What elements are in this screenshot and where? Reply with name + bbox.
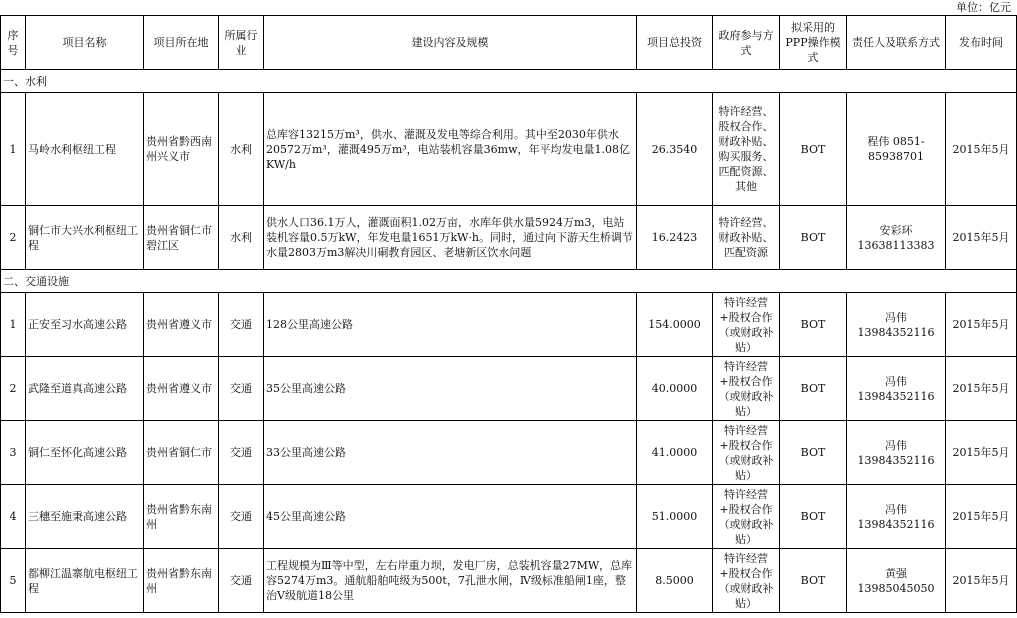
- cell-date: 2015年5月: [946, 93, 1017, 206]
- cell-industry: 交通: [219, 421, 264, 485]
- cell-content: 35公里高速公路: [264, 357, 637, 421]
- cell-contact: 冯伟 13984352116: [847, 293, 946, 357]
- cell-gov-mode: 特许经营、股权合作、财政补贴、购买服务、匹配资源、其他: [713, 93, 780, 206]
- cell-content: 供水人口36.1万人，灌溉面积1.02万亩，水库年供水量5924万m3，电站装机容量0.5万kW，年发电量1651万kW·h。同时，通过向下游天生桥调节水量2803万m3解决川硐教育园区、老塘新区饮水问题: [264, 206, 637, 270]
- header-ppp-mode: 拟采用的PPP操作模式: [780, 16, 847, 70]
- cell-date: 2015年5月: [946, 293, 1017, 357]
- cell-name: 正安至习水高速公路: [26, 293, 144, 357]
- cell-ppp-mode: BOT: [780, 357, 847, 421]
- unit-note: 单位：亿元: [956, 1, 1011, 14]
- cell-industry: 交通: [219, 293, 264, 357]
- section-header-transport: [1, 270, 1017, 293]
- cell-name: 铜仁至怀化高速公路: [26, 421, 144, 485]
- cell-gov-mode: 特许经营+股权合作（或财政补贴）: [713, 421, 780, 485]
- cell-name: 都柳江温寨航电枢纽工程: [26, 549, 144, 613]
- cell-contact: 冯伟 13984352116: [847, 421, 946, 485]
- cell-location: 贵州省铜仁市: [144, 421, 219, 485]
- cell-contact: 程伟 0851-85938701: [847, 93, 946, 206]
- cell-date: 2015年5月: [946, 206, 1017, 270]
- cell-seq: 5: [1, 549, 26, 613]
- cell-seq: 4: [1, 485, 26, 549]
- section-title: 一、水利: [1, 70, 1017, 93]
- cell-industry: 交通: [219, 549, 264, 613]
- cell-investment: 154.0000: [637, 293, 713, 357]
- cell-contact: 冯伟 13984352116: [847, 485, 946, 549]
- cell-content: 工程规模为Ⅲ等中型，左右岸重力坝，发电厂房，总装机容量27MW，总库容5274万m3。通航船舶吨级为500t，7孔泄水闸，Ⅳ级标准船闸1座，整治V级航道18公里: [264, 549, 637, 613]
- section-title: 二、交通设施: [1, 270, 1017, 293]
- cell-name: 铜仁市大兴水利枢纽工程: [26, 206, 144, 270]
- table-row: [1, 421, 1017, 485]
- header-name: 项目名称: [26, 16, 144, 70]
- cell-content: 33公里高速公路: [264, 421, 637, 485]
- table-row: [1, 357, 1017, 421]
- header-content: 建设内容及规模: [264, 16, 637, 70]
- cell-content: 45公里高速公路: [264, 485, 637, 549]
- cell-industry: 水利: [219, 206, 264, 270]
- cell-date: 2015年5月: [946, 549, 1017, 613]
- cell-seq: 2: [1, 357, 26, 421]
- cell-ppp-mode: BOT: [780, 485, 847, 549]
- cell-investment: 40.0000: [637, 357, 713, 421]
- header-gov-mode: 政府参与方式: [713, 16, 780, 70]
- cell-ppp-mode: BOT: [780, 549, 847, 613]
- cell-name: 武隆至道真高速公路: [26, 357, 144, 421]
- header-industry: 所属行业: [219, 16, 264, 70]
- cell-investment: 8.5000: [637, 549, 713, 613]
- cell-content: 128公里高速公路: [264, 293, 637, 357]
- cell-location: 贵州省黔西南州兴义市: [144, 93, 219, 206]
- cell-seq: 1: [1, 293, 26, 357]
- cell-investment: 51.0000: [637, 485, 713, 549]
- cell-name: 三穗至施秉高速公路: [26, 485, 144, 549]
- cell-location: 贵州省遵义市: [144, 357, 219, 421]
- cell-location: 贵州省黔东南州: [144, 549, 219, 613]
- cell-gov-mode: 特许经营+股权合作（或财政补贴）: [713, 549, 780, 613]
- table-row: [1, 485, 1017, 549]
- table-row: [1, 293, 1017, 357]
- cell-investment: 16.2423: [637, 206, 713, 270]
- project-table: [0, 15, 1017, 613]
- cell-ppp-mode: BOT: [780, 421, 847, 485]
- header-row: [1, 16, 1017, 70]
- cell-industry: 水利: [219, 93, 264, 206]
- cell-contact: 冯伟 13984352116: [847, 357, 946, 421]
- cell-date: 2015年5月: [946, 421, 1017, 485]
- cell-ppp-mode: BOT: [780, 293, 847, 357]
- cell-contact: 安彩环 13638113383: [847, 206, 946, 270]
- cell-ppp-mode: BOT: [780, 93, 847, 206]
- cell-gov-mode: 特许经营、财政补贴、匹配资源: [713, 206, 780, 270]
- cell-gov-mode: 特许经营+股权合作（或财政补贴）: [713, 293, 780, 357]
- table-row: [1, 206, 1017, 270]
- cell-date: 2015年5月: [946, 485, 1017, 549]
- table-row: [1, 93, 1017, 206]
- header-location: 项目所在地: [144, 16, 219, 70]
- cell-ppp-mode: BOT: [780, 206, 847, 270]
- cell-date: 2015年5月: [946, 357, 1017, 421]
- cell-gov-mode: 特许经营+股权合作（或财政补贴）: [713, 485, 780, 549]
- header-contact: 责任人及联系方式: [847, 16, 946, 70]
- cell-location: 贵州省铜仁市碧江区: [144, 206, 219, 270]
- cell-seq: 2: [1, 206, 26, 270]
- cell-investment: 26.3540: [637, 93, 713, 206]
- cell-contact: 黄强 13985045050: [847, 549, 946, 613]
- cell-location: 贵州省黔东南州: [144, 485, 219, 549]
- cell-seq: 1: [1, 93, 26, 206]
- header-date: 发布时间: [946, 16, 1017, 70]
- header-seq: 序号: [1, 16, 26, 70]
- cell-investment: 41.0000: [637, 421, 713, 485]
- section-header-water: [1, 70, 1017, 93]
- cell-gov-mode: 特许经营+股权合作（或财政补贴）: [713, 357, 780, 421]
- cell-seq: 3: [1, 421, 26, 485]
- cell-industry: 交通: [219, 485, 264, 549]
- table-row: [1, 549, 1017, 613]
- cell-name: 马岭水利枢纽工程: [26, 93, 144, 206]
- header-investment: 项目总投资: [637, 16, 713, 70]
- cell-industry: 交通: [219, 357, 264, 421]
- cell-location: 贵州省遵义市: [144, 293, 219, 357]
- cell-content: 总库容13215万m³，供水、灌溉及发电等综合利用。其中至2030年供水20572万m³，灌溉495万m³，电站装机容量36mw，年平均发电量1.08亿KW/h: [264, 93, 637, 206]
